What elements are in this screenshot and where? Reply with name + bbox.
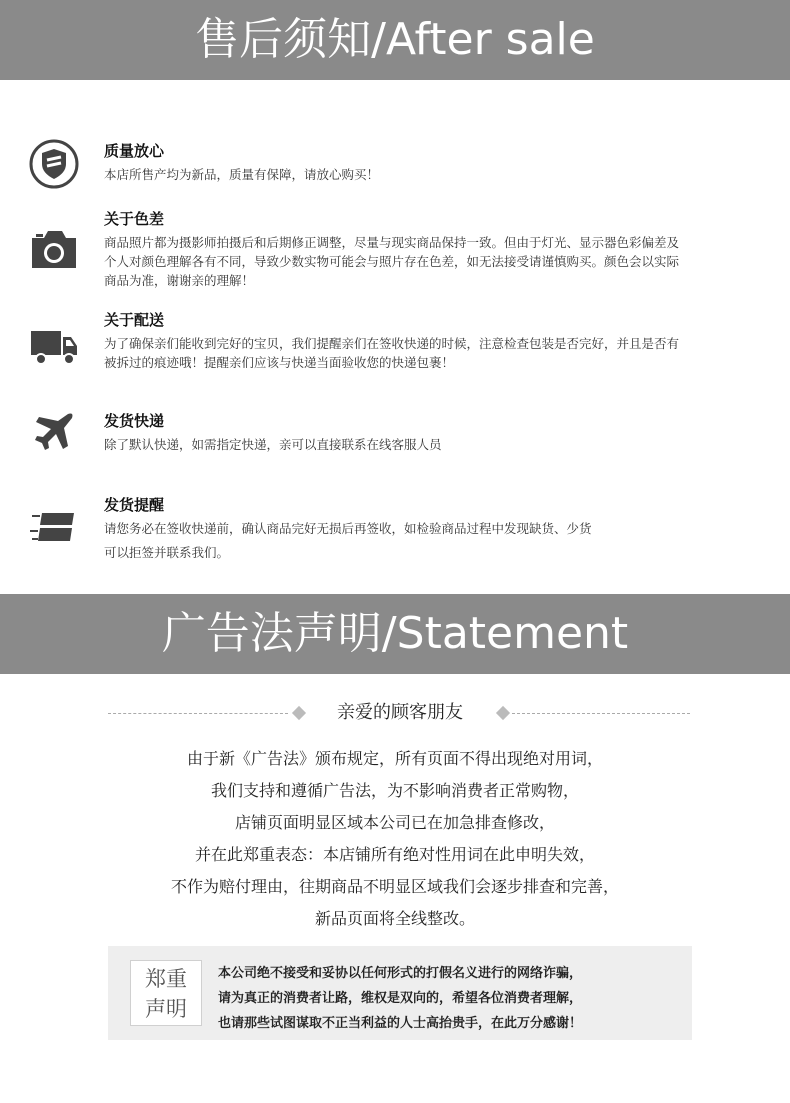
item-description: 为了确保亲们能收到完好的宝贝，我们提醒亲们在签收快递的时候，注意检查包装是否完好，并且是否有 被拆过的痕迹哦！提醒亲们应该与快递当面验收您的快递包裹！	[104, 336, 680, 370]
divider-left	[108, 713, 288, 714]
item-description: 请您务必在签收快递前，确认商品完好无损后再签收，如检验商品过程中发现缺货、少货 可以拒签并联系我们。	[104, 521, 592, 560]
item-title: 质量放心	[104, 142, 165, 160]
after-sale-title: 售后须知/After sale	[195, 14, 595, 65]
item-title: 发货快递	[104, 412, 165, 430]
declaration-line: 请为真正的消费者让路，维权是双向的，希望各位消费者理解，	[218, 991, 583, 1006]
truck-icon	[28, 319, 80, 371]
declaration-line: 本公司绝不接受和妥协以任何形式的打假名义进行的网络诈骗，	[218, 966, 583, 981]
statement-line: 新品页面将全线整改。	[314, 909, 475, 928]
statement-line: 并在此郑重表态：本店铺所有绝对性用词在此申明失效，	[194, 845, 595, 864]
item-title: 关于色差	[104, 210, 165, 228]
item-title: 关于配送	[104, 311, 165, 329]
statement-line: 我们支持和遵循广告法，为不影响消费者正常购物，	[210, 781, 579, 800]
shield-icon	[28, 138, 80, 190]
diamond-icon	[496, 706, 510, 720]
statement-line: 不作为赔付理由，往期商品不明显区域我们会逐步排查和完善，	[170, 877, 619, 896]
declaration-stamp: 郑重 声明	[130, 960, 202, 1026]
divider-right	[512, 713, 690, 714]
item-description: 本店所售产均为新品，质量有保障，请放心购买！	[104, 167, 380, 182]
package-icon	[28, 500, 80, 552]
after-sale-banner	[0, 0, 790, 80]
item-description: 除了默认快递，如需指定快递，亲可以直接联系在线客服人员	[104, 437, 442, 452]
diamond-icon	[292, 706, 306, 720]
item-title: 发货提醒	[104, 496, 165, 514]
greeting: 亲爱的顾客朋友	[337, 702, 463, 723]
airplane-icon	[28, 406, 80, 458]
camera-icon	[28, 224, 80, 276]
declaration-box	[108, 946, 692, 1040]
statement-line: 店铺页面明显区域本公司已在加急排查修改，	[234, 813, 555, 832]
statement-line: 由于新《广告法》颁布规定，所有页面不得出现绝对用词，	[186, 749, 603, 768]
statement-title: 广告法声明/Statement	[161, 608, 629, 659]
statement-banner	[0, 594, 790, 674]
greeting-row	[0, 700, 790, 726]
item-description: 商品照片都为摄影师拍摄后和后期修正调整，尽量与现实商品保持一致。但由于灯光、显示器色彩偏差及 个人对颜色理解各有不同，导致少数实物可能会与照片存在色差，如无法接受请谨慎购买。颜色会以实际 商品为准，谢谢亲的理解！	[104, 235, 680, 288]
declaration-line: 也请那些试图谋取不正当利益的人士高抬贵手，在此万分感谢！	[218, 1016, 583, 1031]
